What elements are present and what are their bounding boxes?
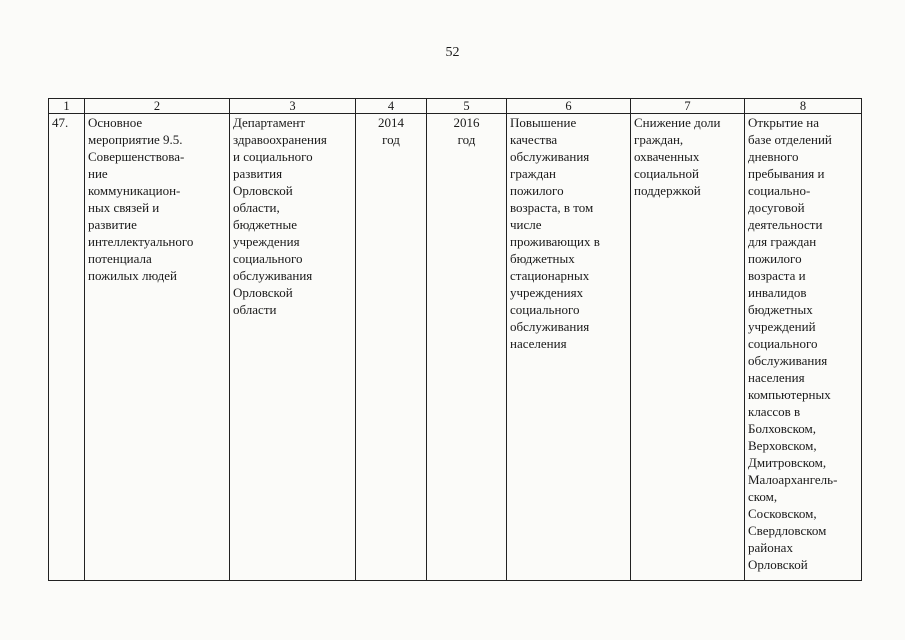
page-number: 52 xyxy=(445,45,460,60)
cell-text-line: Орловской xyxy=(748,557,808,572)
cell-text-line: области xyxy=(233,302,277,317)
cell-text-line: районах xyxy=(748,540,793,555)
cell-text-line: бюджетные xyxy=(233,217,298,232)
start-year-cell xyxy=(356,114,427,581)
cell-text-line: бюджетных xyxy=(748,302,813,317)
cell-text-line: учреждения xyxy=(233,234,300,249)
cell-text-line: Основное xyxy=(88,115,143,130)
cell-text-line: потенциала xyxy=(88,251,152,266)
cell-text-line: обслуживания xyxy=(233,268,313,283)
cell-text-line: социального xyxy=(748,336,818,351)
cell-text-line: год xyxy=(457,132,476,147)
cell-text-line: социального xyxy=(233,251,303,266)
cell-text-line: поддержкой xyxy=(634,183,701,198)
cell-text-line: год xyxy=(382,132,400,147)
cell-text-line: Свердловском xyxy=(748,523,827,538)
cell-text-line: качества xyxy=(510,132,558,147)
cell-text-line: социально- xyxy=(748,183,811,198)
column-header-4: 4 xyxy=(356,99,427,114)
description-cell xyxy=(745,114,862,581)
cell-text-line: Снижение доли xyxy=(634,115,721,130)
column-header-1: 1 xyxy=(49,99,85,114)
cell-text-line: Повышение xyxy=(510,115,577,130)
cell-text-line: возраста, в том xyxy=(510,200,594,215)
cell-text-line: мероприятие 9.5. xyxy=(88,132,183,147)
end-year-cell xyxy=(427,114,507,581)
cell-text-line: Верховском, xyxy=(748,438,817,453)
column-header-3: 3 xyxy=(230,99,356,114)
cell-text-line: классов в xyxy=(748,404,801,419)
cell-text-line: дневного xyxy=(748,149,799,164)
cell-text-line: социального xyxy=(510,302,580,317)
expected-result-cell xyxy=(507,114,631,581)
measures-table xyxy=(48,98,862,581)
cell-text-line: возраста и xyxy=(748,268,806,283)
cell-text-line: учреждениях xyxy=(510,285,584,300)
cell-text-line: проживающих в xyxy=(510,234,600,249)
cell-text-line: стационарных xyxy=(510,268,590,283)
cell-text-line: населения xyxy=(748,370,805,385)
column-header-8: 8 xyxy=(745,99,862,114)
cell-text-line: деятельности xyxy=(748,217,823,232)
cell-text-line: пожилого xyxy=(510,183,564,198)
cell-text-line: учреждений xyxy=(748,319,816,334)
cell-text-line: области, xyxy=(233,200,280,215)
cell-text-line: досуговой xyxy=(748,200,805,215)
column-header-5: 5 xyxy=(427,99,507,114)
cell-text-line: 2014 xyxy=(378,115,404,130)
cell-text-line: Орловской xyxy=(233,285,293,300)
cell-text-line: ском, xyxy=(748,489,778,504)
cell-text-line: развития xyxy=(233,166,283,181)
cell-text-line: ние xyxy=(88,166,108,181)
cell-text-line: Дмитровском, xyxy=(748,455,827,470)
cell-text-line: ных связей и xyxy=(88,200,160,215)
cell-text-line: граждан xyxy=(510,166,556,181)
column-header-7: 7 xyxy=(631,99,745,114)
cell-text-line: Открытие на xyxy=(748,115,820,130)
cell-text-line: населения xyxy=(510,336,567,351)
cell-text-line: пребывания и xyxy=(748,166,825,181)
cell-text-line: бюджетных xyxy=(510,251,575,266)
cell-text-line: числе xyxy=(510,217,542,232)
cell-text-line: здравоохранения xyxy=(233,132,327,147)
cell-text-line: Болховском, xyxy=(748,421,817,436)
measure-name-cell xyxy=(85,114,230,581)
cell-text-line: Совершенствова- xyxy=(88,149,185,164)
cell-text-line: пожилого xyxy=(748,251,802,266)
cell-text-line: развитие xyxy=(88,217,137,232)
column-header-6: 6 xyxy=(507,99,631,114)
cell-text-line: обслуживания xyxy=(748,353,828,368)
cell-text-line: обслуживания xyxy=(510,319,590,334)
cell-text-line: Орловской xyxy=(233,183,293,198)
column-header-2: 2 xyxy=(85,99,230,114)
cell-text-line: интеллектуального xyxy=(88,234,194,249)
cell-text-line: и социального xyxy=(233,149,313,164)
cell-text-line: базе отделений xyxy=(748,132,832,147)
cell-text-line: компьютерных xyxy=(748,387,831,402)
column-header-row xyxy=(49,99,862,114)
cell-text-line: Малоархангель- xyxy=(748,472,838,487)
cell-text-line: 2016 xyxy=(453,115,480,130)
cell-text-line: коммуникацион- xyxy=(88,183,181,198)
row-number-cell: 47. xyxy=(49,114,85,581)
cell-text-line: для граждан xyxy=(748,234,817,249)
cell-text-line: пожилых людей xyxy=(88,268,177,283)
consequences-cell xyxy=(631,114,745,581)
cell-text-line: Департамент xyxy=(233,115,306,130)
cell-text-line: Сосковском, xyxy=(748,506,817,521)
cell-text-line: социальной xyxy=(634,166,699,181)
cell-text-line: обслуживания xyxy=(510,149,590,164)
cell-text-line: инвалидов xyxy=(748,285,807,300)
table-row xyxy=(49,114,862,581)
executor-cell xyxy=(230,114,356,581)
cell-text-line: охваченных xyxy=(634,149,700,164)
cell-text-line: граждан, xyxy=(634,132,684,147)
